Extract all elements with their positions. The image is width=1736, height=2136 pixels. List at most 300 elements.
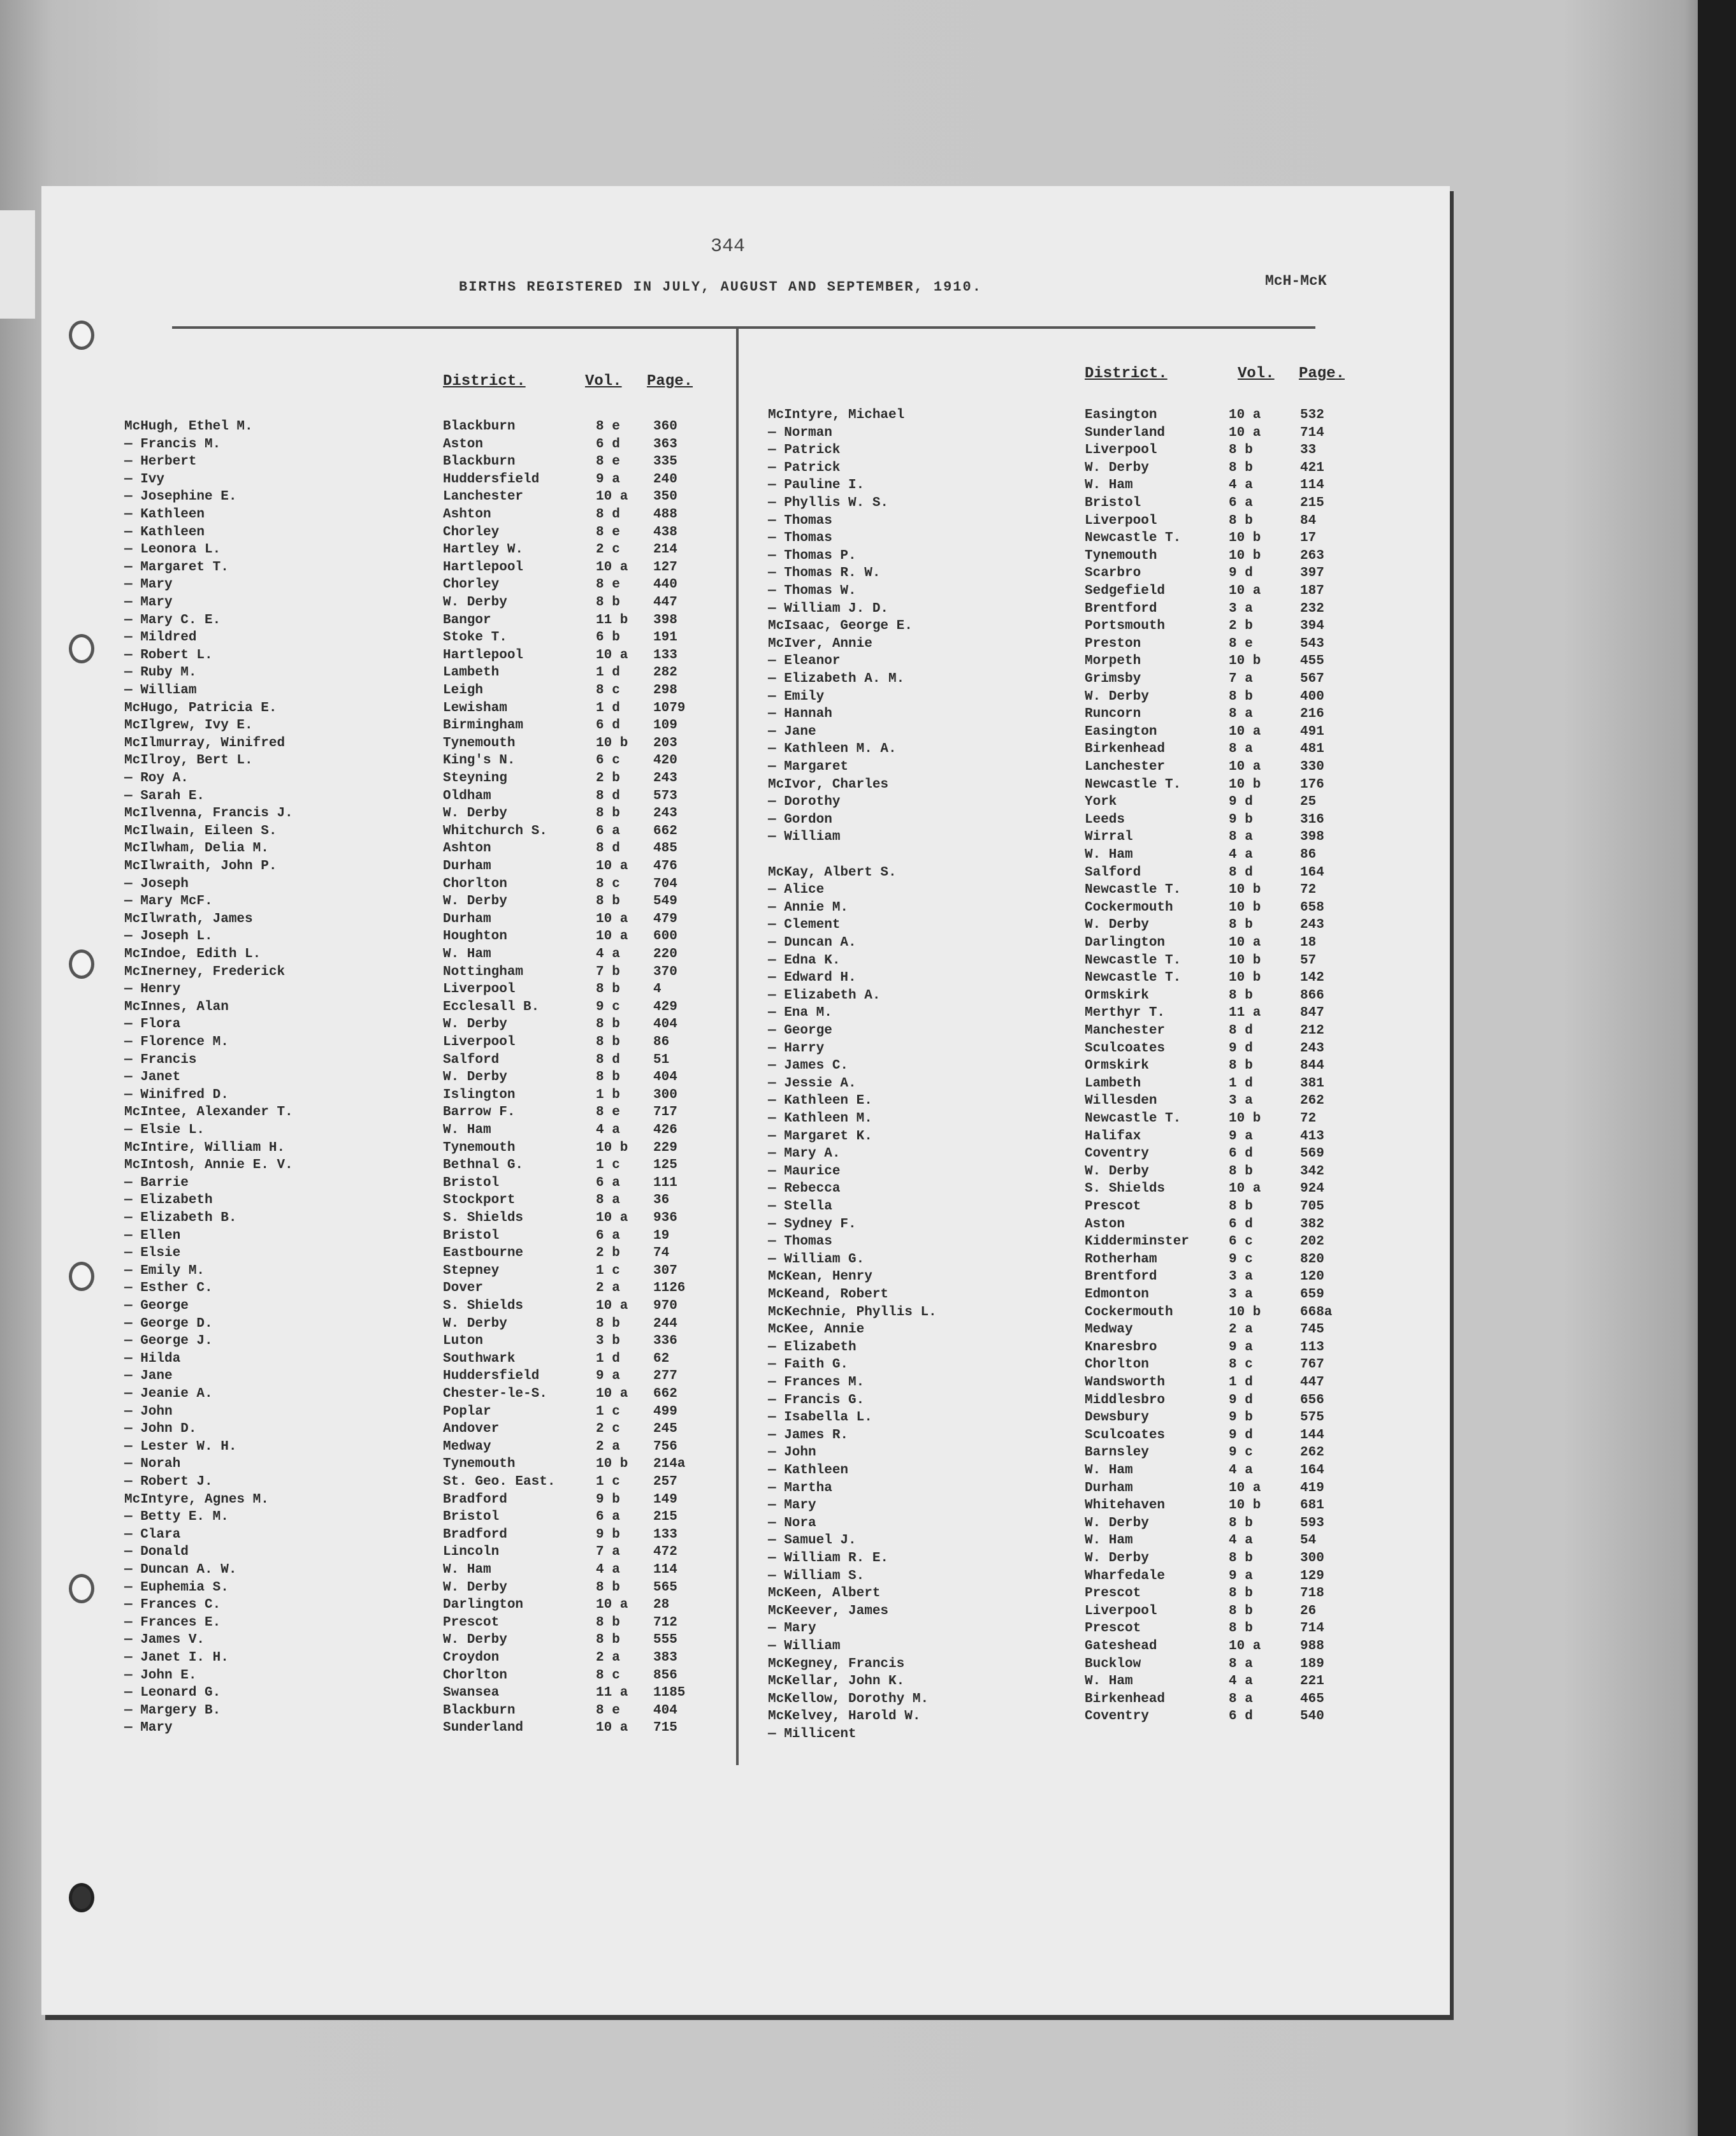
entry-district: Halifax	[1085, 1129, 1141, 1144]
entry-name: — Kathleen E.	[768, 1093, 872, 1109]
entry-name: — Margaret	[768, 760, 849, 774]
entry-name: — Isabella L.	[768, 1410, 872, 1425]
entry-volume: 6 c	[1229, 1234, 1253, 1250]
entry-page: 243	[1300, 918, 1324, 933]
entry-volume: 8 b	[1229, 1586, 1253, 1601]
entry-name: — James V.	[124, 1633, 205, 1648]
entry-name: — Patrick	[768, 460, 841, 475]
entry-name: — William G.	[768, 1252, 865, 1267]
entry-district: W. Derby	[443, 1017, 507, 1032]
entry-page: 111	[653, 1175, 677, 1190]
entry-name: — John D.	[124, 1422, 197, 1437]
entry-page: 277	[653, 1369, 677, 1384]
entry-page: 745	[1300, 1322, 1324, 1338]
entry-volume: 10 b	[596, 1140, 628, 1155]
entry-volume: 1 d	[596, 665, 620, 681]
entry-name: — Norah	[124, 1457, 181, 1472]
entry-district: Hartlepool	[443, 559, 524, 575]
entry-name: — Betty E. M.	[124, 1510, 229, 1525]
entry-name: — James C.	[768, 1058, 849, 1074]
entry-page: 129	[1300, 1568, 1324, 1584]
entry-name: — Annie M.	[768, 900, 849, 915]
entry-page: 400	[1300, 689, 1324, 704]
entry-volume: 9 d	[1229, 1392, 1253, 1408]
entry-page: 370	[653, 964, 677, 979]
entry-page: 756	[653, 1439, 677, 1454]
entry-name: — Kathleen	[124, 507, 205, 522]
entry-volume: 8 b	[596, 982, 620, 997]
entry-page: 336	[653, 1334, 677, 1349]
entry-volume: 1 c	[596, 1404, 620, 1419]
entry-volume: 1 c	[596, 1158, 620, 1173]
entry-district: Bethnal G.	[443, 1158, 524, 1173]
entry-name: — Elizabeth A. M.	[768, 672, 905, 686]
entry-district: W. Derby	[443, 1316, 507, 1331]
entry-district: Morpeth	[1085, 654, 1141, 669]
entry-page: 300	[1300, 1551, 1324, 1566]
entry-name: McHugh, Ethel M.	[124, 419, 253, 434]
entry-name: — Joseph	[124, 876, 189, 891]
entry-district: W. Derby	[443, 1580, 507, 1595]
entry-district: St. Geo. East.	[443, 1475, 556, 1489]
entry-district: Newcastle T.	[1085, 971, 1182, 986]
entry-page: 381	[1300, 1076, 1324, 1091]
entry-page: 447	[653, 595, 677, 610]
entry-name: — Sarah E.	[124, 788, 205, 804]
entry-page: 499	[653, 1404, 677, 1419]
entry-page: 472	[653, 1545, 677, 1560]
entry-district: W. Ham	[1085, 478, 1133, 493]
entry-volume: 8 b	[1229, 513, 1253, 528]
entry-volume: 6 c	[596, 753, 620, 769]
entry-page: 394	[1300, 619, 1324, 634]
entry-volume: 4 a	[596, 1562, 620, 1577]
entry-district: Eastbourne	[443, 1246, 524, 1261]
entry-district: Lincoln	[443, 1545, 500, 1560]
entry-volume: 9 b	[596, 1492, 620, 1507]
entry-district: Scarbro	[1085, 566, 1141, 581]
entry-district: W. Derby	[443, 1633, 507, 1648]
entry-volume: 10 a	[1229, 935, 1261, 950]
entry-district: Chorlton	[1085, 1357, 1149, 1373]
entry-name: McIntyre, Agnes M.	[124, 1492, 269, 1507]
entry-page: 421	[1300, 460, 1324, 475]
punch-hole-icon	[69, 321, 94, 350]
entry-name: — Samuel J.	[768, 1533, 857, 1548]
entry-volume: 8 c	[1229, 1357, 1253, 1373]
entry-district: S. Shields	[443, 1211, 524, 1225]
entry-page: 717	[653, 1105, 677, 1120]
entry-page: 668a	[1300, 1304, 1333, 1320]
entry-page: 656	[1300, 1392, 1324, 1408]
entry-name: McIlgrew, Ivy E.	[124, 718, 253, 733]
entry-page: 120	[1300, 1269, 1324, 1285]
entry-page: 924	[1300, 1181, 1324, 1197]
entry-volume: 9 a	[596, 1369, 620, 1384]
entry-page: 440	[653, 577, 677, 593]
entry-volume: 4 a	[596, 947, 620, 962]
entry-page: 240	[653, 472, 677, 487]
entry-name: — Francis M.	[124, 437, 221, 452]
entry-volume: 1 d	[1229, 1375, 1253, 1390]
entry-page: 397	[1300, 566, 1324, 581]
entry-name: — Emily M.	[124, 1263, 205, 1278]
entry-name: — Ivy	[124, 472, 165, 487]
entry-name: — Hilda	[124, 1351, 181, 1366]
entry-name: McKelvey, Harold W.	[768, 1709, 921, 1724]
entry-district: Barrow F.	[443, 1105, 516, 1120]
entry-name: — Winifred D.	[124, 1087, 229, 1102]
entry-district: Lambeth	[443, 665, 500, 681]
entry-volume: 11 b	[596, 612, 628, 628]
entry-district: Blackburn	[443, 1703, 516, 1718]
entry-name: — Roy A.	[124, 771, 189, 786]
entry-volume: 11 a	[1229, 1006, 1261, 1021]
entry-volume: 3 a	[1229, 1093, 1253, 1109]
entry-volume: 4 a	[1229, 478, 1253, 493]
entry-volume: 8 b	[1229, 1058, 1253, 1074]
entry-volume: 10 a	[1229, 1181, 1261, 1197]
entry-district: Wandsworth	[1085, 1375, 1166, 1390]
entry-page: 215	[1300, 496, 1324, 510]
entry-name: McKegney, Francis	[768, 1656, 905, 1671]
entry-name: — Eleanor	[768, 654, 841, 669]
entry-page: 84	[1300, 513, 1317, 528]
entry-page: 18	[1300, 935, 1317, 950]
entry-volume: 8 b	[1229, 918, 1253, 933]
entry-volume: 8 d	[1229, 1023, 1253, 1038]
entry-volume: 10 a	[1229, 584, 1261, 598]
left-district-header: District.	[443, 373, 526, 390]
entry-page: 298	[653, 683, 677, 698]
entry-district: Newcastle T.	[1085, 883, 1182, 898]
entry-name: McKean, Henry	[768, 1269, 872, 1285]
entry-volume: 6 d	[1229, 1216, 1253, 1232]
entry-volume: 3 a	[1229, 1269, 1253, 1285]
entry-district: Chorlton	[443, 1668, 507, 1683]
entry-name: — Gordon	[768, 812, 832, 827]
entry-district: W. Derby	[1085, 689, 1149, 704]
entry-page: 133	[653, 1527, 677, 1542]
entry-page: 681	[1300, 1498, 1324, 1513]
entry-volume: 10 b	[1229, 971, 1261, 986]
entry-volume: 8 b	[596, 595, 620, 610]
entry-name: McIntire, William H.	[124, 1140, 286, 1155]
entry-name: McKeand, Robert	[768, 1287, 889, 1302]
entry-district: Houghton	[443, 929, 507, 944]
entry-page: 144	[1300, 1427, 1324, 1443]
entry-name: — Mary C. E.	[124, 612, 221, 628]
entry-volume: 10 a	[596, 1211, 628, 1225]
entry-volume: 10 a	[596, 647, 628, 663]
punch-hole-icon	[69, 634, 94, 663]
entry-page: 189	[1300, 1656, 1324, 1671]
entry-name: McKay, Albert S.	[768, 865, 897, 880]
entry-district: Prescot	[1085, 1199, 1141, 1214]
entry-name: — John E.	[124, 1668, 197, 1683]
entry-page: 54	[1300, 1533, 1317, 1548]
entry-volume: 8 e	[1229, 636, 1253, 651]
entry-name: McIver, Annie	[768, 636, 872, 651]
entry-volume: 8 b	[596, 806, 620, 821]
entry-district: Coventry	[1085, 1146, 1149, 1162]
adjacent-sheet-edge	[0, 210, 35, 319]
entry-volume: 6 d	[1229, 1146, 1253, 1162]
entry-name: — Janet I. H.	[124, 1650, 229, 1665]
entry-page: 662	[653, 823, 677, 839]
entry-district: W. Derby	[1085, 460, 1149, 475]
entry-page: 705	[1300, 1199, 1324, 1214]
entry-page: 4	[653, 982, 662, 997]
entry-name: — Thomas R. W.	[768, 566, 881, 581]
entry-volume: 8 c	[596, 876, 620, 891]
entry-name: — Emily	[768, 689, 825, 704]
entry-name: — Margery B.	[124, 1703, 221, 1718]
entry-district: Ecclesall B.	[443, 999, 540, 1014]
entry-page: 398	[1300, 830, 1324, 845]
entry-name: — Donald	[124, 1545, 189, 1560]
entry-name: — Clement	[768, 918, 841, 933]
entry-district: Liverpool	[1085, 513, 1157, 528]
entry-volume: 10 a	[596, 1299, 628, 1313]
entry-page: 74	[653, 1246, 670, 1261]
entry-page: 856	[653, 1668, 677, 1683]
entry-name: — Rebecca	[768, 1181, 841, 1197]
entry-district: W. Ham	[443, 1123, 491, 1137]
entry-page: 438	[653, 524, 677, 540]
entry-volume: 10 b	[1229, 953, 1261, 968]
entry-page: 257	[653, 1475, 677, 1489]
entry-district: Chester-le-S.	[443, 1387, 547, 1401]
entry-volume: 8 b	[1229, 1199, 1253, 1214]
entry-district: W. Ham	[1085, 1674, 1133, 1689]
entry-name: — George	[768, 1023, 832, 1038]
entry-name: — William	[124, 683, 197, 698]
entry-name: — William	[768, 830, 841, 845]
entry-name: — Esther C.	[124, 1281, 213, 1296]
entry-district: Aston	[443, 437, 484, 452]
entry-page: 142	[1300, 971, 1324, 986]
entry-page: 481	[1300, 742, 1324, 757]
entry-district: Liverpool	[443, 1035, 516, 1050]
entry-page: 936	[653, 1211, 677, 1225]
entry-page: 51	[653, 1052, 670, 1067]
entry-name: — Mary	[124, 577, 173, 593]
entry-district: Sunderland	[1085, 425, 1166, 440]
entry-name: McKellar, John K.	[768, 1674, 905, 1689]
entry-name: McIndoe, Edith L.	[124, 947, 261, 962]
entry-name: — Ellen	[124, 1228, 181, 1243]
entry-page: 262	[1300, 1445, 1324, 1461]
entry-district: Tynemouth	[1085, 548, 1157, 563]
entry-name: — Francis G.	[768, 1392, 865, 1408]
entry-district: S. Shields	[1085, 1181, 1166, 1197]
entry-volume: 9 a	[1229, 1129, 1253, 1144]
entry-district: Andover	[443, 1422, 500, 1437]
entry-volume: 8 a	[1229, 742, 1253, 757]
entry-district: Tynemouth	[443, 1457, 516, 1472]
entry-page: 220	[653, 947, 677, 962]
entry-district: W. Ham	[1085, 1533, 1133, 1548]
entry-name: — Joseph L.	[124, 929, 213, 944]
entry-page: 109	[653, 718, 677, 733]
entry-volume: 8 d	[596, 507, 620, 522]
entry-district: Ashton	[443, 507, 491, 522]
entry-name: — John	[124, 1404, 173, 1419]
entry-page: 26	[1300, 1603, 1317, 1619]
entry-page: 214a	[653, 1457, 686, 1472]
entry-volume: 1 c	[596, 1263, 620, 1278]
entry-district: Easington	[1085, 724, 1157, 739]
entry-district: Prescot	[1085, 1586, 1141, 1601]
entry-page: 465	[1300, 1691, 1324, 1707]
entry-volume: 9 d	[1229, 1427, 1253, 1443]
entry-volume: 8 b	[1229, 460, 1253, 475]
entry-name: — Martha	[768, 1480, 832, 1496]
entry-page: 114	[1300, 478, 1324, 493]
entry-district: Bristol	[443, 1510, 500, 1525]
entry-district: Sculcoates	[1085, 1041, 1166, 1056]
entry-volume: 8 b	[596, 1633, 620, 1648]
entry-volume: 10 b	[1229, 1304, 1261, 1320]
entry-district: Prescot	[1085, 1621, 1141, 1636]
surname-range: McH-McK	[1265, 273, 1327, 289]
entry-name: — Elsie	[124, 1246, 181, 1261]
entry-district: Stoke T.	[443, 630, 507, 646]
entry-name: McIlwham, Delia M.	[124, 841, 269, 856]
entry-page: 712	[653, 1615, 677, 1630]
entry-district: W. Derby	[1085, 918, 1149, 933]
entry-page: 335	[653, 454, 677, 470]
entry-page: 215	[653, 1510, 677, 1525]
entry-volume: 10 a	[1229, 408, 1261, 422]
entry-district: W. Derby	[443, 894, 507, 909]
entry-page: 216	[1300, 707, 1324, 722]
entry-district: Bradford	[443, 1492, 507, 1507]
entry-volume: 7 b	[596, 964, 620, 979]
entry-volume: 10 a	[1229, 1639, 1261, 1654]
entry-page: 988	[1300, 1639, 1324, 1654]
entry-page: 164	[1300, 865, 1324, 880]
entry-district: W. Derby	[1085, 1515, 1149, 1531]
entry-district: Newcastle T.	[1085, 1111, 1182, 1126]
entry-page: 300	[653, 1087, 677, 1102]
entry-name: — Thomas W.	[768, 584, 857, 598]
entry-district: Lanchester	[1085, 760, 1166, 774]
entry-volume: 6 d	[596, 718, 620, 733]
entry-district: Chorley	[443, 577, 500, 593]
entry-volume: 3 a	[1229, 601, 1253, 616]
entry-volume: 9 d	[1229, 795, 1253, 810]
entry-name: — Elsie L.	[124, 1123, 205, 1137]
entry-volume: 4 a	[1229, 1463, 1253, 1478]
entry-page: 575	[1300, 1410, 1324, 1425]
entry-volume: 10 b	[596, 735, 628, 751]
entry-volume: 1 d	[1229, 1076, 1253, 1091]
entry-name: McIntosh, Annie E. V.	[124, 1158, 293, 1173]
entry-name: — Duncan A.	[768, 935, 857, 950]
entry-volume: 9 a	[1229, 1568, 1253, 1584]
entry-page: 847	[1300, 1006, 1324, 1021]
entry-name: — Herbert	[124, 454, 197, 470]
film-edge	[1698, 0, 1736, 2136]
left-vol-header: Vol.	[585, 373, 622, 390]
entry-district: Stepney	[443, 1263, 500, 1278]
entry-page: 715	[653, 1721, 677, 1736]
entry-district: W. Derby	[443, 595, 507, 610]
entry-volume: 9 a	[1229, 1339, 1253, 1355]
entry-name: — John	[768, 1445, 816, 1461]
entry-page: 455	[1300, 654, 1324, 669]
entry-district: Medway	[1085, 1322, 1133, 1338]
entry-name: — Leonora L.	[124, 542, 221, 558]
entry-district: Ashton	[443, 841, 491, 856]
entry-page: 33	[1300, 443, 1317, 458]
entry-page: 404	[653, 1017, 677, 1032]
entry-name: — Mildred	[124, 630, 197, 646]
entry-page: 245	[653, 1422, 677, 1437]
entry-page: 447	[1300, 1375, 1324, 1390]
entry-district: Bristol	[443, 1228, 500, 1243]
entry-volume: 8 b	[596, 894, 620, 909]
entry-page: 398	[653, 612, 677, 628]
entry-name: — Frances C.	[124, 1598, 221, 1613]
entry-district: Middlesbro	[1085, 1392, 1166, 1408]
entry-name: — George J.	[124, 1334, 213, 1349]
entry-district: Poplar	[443, 1404, 491, 1419]
entry-name: — William	[768, 1639, 841, 1654]
entry-volume: 1 d	[596, 700, 620, 716]
entry-volume: 9 d	[1229, 566, 1253, 581]
entry-volume: 10 b	[1229, 1111, 1261, 1126]
entry-district: Sedgefield	[1085, 584, 1166, 598]
entry-page: 62	[653, 1351, 670, 1366]
entry-district: Newcastle T.	[1085, 953, 1182, 968]
entry-volume: 10 b	[1229, 654, 1261, 669]
entry-name: — Hannah	[768, 707, 832, 722]
entry-district: Medway	[443, 1439, 491, 1454]
page-number: 344	[711, 236, 746, 257]
entry-page: 970	[653, 1299, 677, 1313]
entry-name: McInnes, Alan	[124, 999, 229, 1014]
entry-volume: 8 d	[596, 1052, 620, 1067]
entry-district: Hartley W.	[443, 542, 524, 558]
entry-page: 573	[653, 788, 677, 804]
entry-name: — Edward H.	[768, 971, 857, 986]
entry-volume: 3 a	[1229, 1287, 1253, 1302]
entry-volume: 6 a	[1229, 496, 1253, 510]
entry-page: 350	[653, 489, 677, 505]
entry-name: — Kathleen M.	[768, 1111, 872, 1126]
entry-volume: 6 a	[596, 823, 620, 839]
entry-name: — Norman	[768, 425, 832, 440]
entry-volume: 9 a	[596, 472, 620, 487]
entry-district: Knaresbro	[1085, 1339, 1157, 1355]
entry-name: — Elizabeth	[124, 1193, 213, 1208]
entry-name: McIlmurray, Winifred	[124, 735, 286, 751]
entry-district: Willesden	[1085, 1093, 1157, 1109]
entry-name: — Dorothy	[768, 795, 841, 810]
entry-page: 662	[653, 1387, 677, 1401]
entry-volume: 8 e	[596, 454, 620, 470]
entry-page: 866	[1300, 988, 1324, 1003]
entry-volume: 10 a	[596, 489, 628, 505]
entry-volume: 9 c	[1229, 1445, 1253, 1461]
entry-volume: 9 d	[1229, 1041, 1253, 1056]
entry-page: 555	[653, 1633, 677, 1648]
entry-district: Preston	[1085, 636, 1141, 651]
entry-district: Tynemouth	[443, 735, 516, 751]
